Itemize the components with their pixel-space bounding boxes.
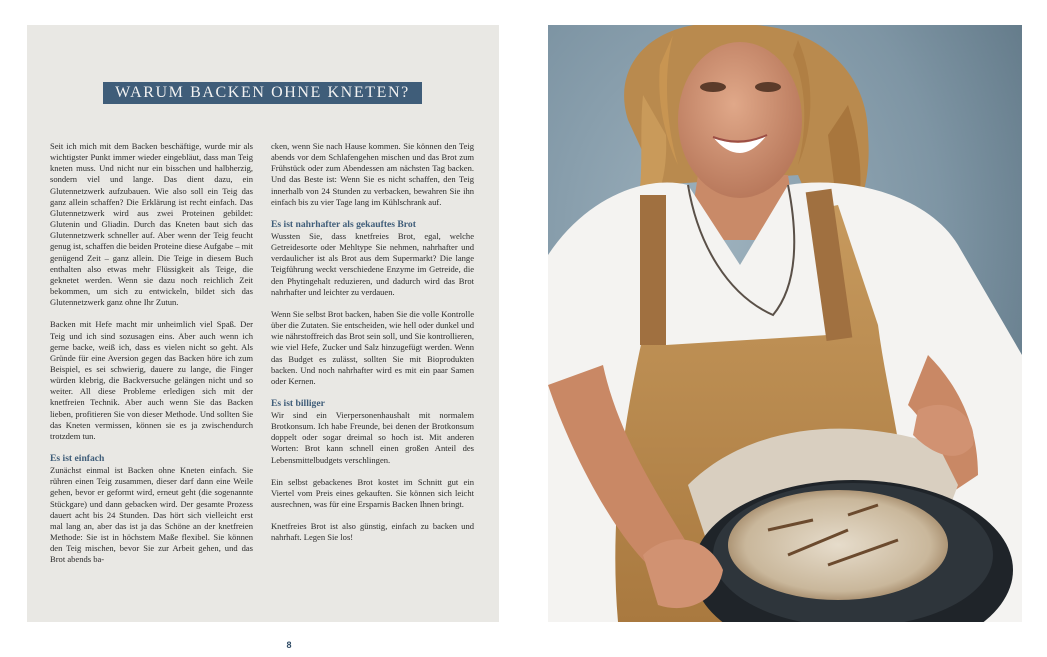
subheading-cheaper: Es ist billiger [271, 397, 325, 409]
paragraph: Ein selbst gebackenes Brot kostet im Schnitt gut ein Viertel vom Preis eines gekauften. Sie können sich leicht ausrechnen, was für eine Ersparnis Backen Ihnen bringt. [271, 476, 474, 510]
paragraph: Seit ich mich mit dem Backen beschäftige, wurde mir als wichtigster Punkt immer wieder eingebläut, dass man Teig kneten muss. Und nicht nur ein bisschen und halbherzig, sondern viel und lange. Das dient dazu, ein Glutennetzwerk aufzubauen. Wie also soll ein Teig das ganz allein schaffen? Die Erklärung ist recht einfach. Das Glutennetzwerk wird aus zwei Proteinen gebildet: Glutenin und Gliadin. Durch das Kneten baut sich das Glutennetzwerk schneller auf. Aber wenn der Teig feucht genug ist, schaffen die beiden Proteine diese Aufgabe – mit genügend Zeit – ganz allein. Die Teige in diesem Buch enthalten also etwas mehr Flüssigkeit als Teige, die geknetet werden. Wenn sie dazu noch reichlich Zeit bekommen, um sich zu entwickeln, bildet sich das Glutennetzwerk ganz ohne Ihr Zutun. [50, 141, 254, 308]
face [678, 42, 802, 198]
paragraph: Zunächst einmal ist Backen ohne Kneten einfach. Sie rühren einen Teig zusammen, dieser darf dann eine Weile gehen, bevor er geformt wird, erneut geht (die sogenannte Stückgare) und dann gebacken wird. Der gesamte Prozess dauert acht bis 24 Stunden. Das hört sich vielleicht erst mal lang an, aber das ist ja das Schöne an der knetfreien Methode: Sie ist in höchstem Maße flexibel. Sie können den Teig mischen, bevor Sie zur Arbeit gehen, und das Brot abends ba- [50, 465, 253, 565]
paragraph: cken, wenn Sie nach Hause kommen. Sie können den Teig abends vor dem Schlafengehen mischen und das Brot zum Frühstück oder zum Abendessen am nächsten Tag backen. Und das Beste ist: Wenn Sie es nicht schaffen, den Teig innerhalb von 24 Stunden zu verbacken, bewahren Sie ihn einfach bis zu vier Tage lang im Kühlschrank auf. [271, 141, 474, 207]
subheading-easy: Es ist einfach [50, 453, 105, 465]
paragraph: Backen mit Hefe macht mir unheimlich viel Spaß. Der Teig und ich sind sozusagen eins. Aber auch wenn ich gerne backe, weiß ich, dass es vielen nicht so geht. Als Gründe für eine Aversion gegen das Backen höre ich zum Beispiel, es sei schwierig, dauere zu lange, die Finger würden klebrig, die Backversuche gelängen nicht und so weiter. All diese Probleme erledigen sich mit der knetfreien Technik. Aber auch wenn Sie das Backen lieben, profitieren Sie von dieser Methode. Und sollten Sie das Kneten vermissen, können sie es ja zwischendurch trotzdem tun. [50, 319, 253, 441]
page-number-badge [279, 637, 299, 657]
page-number: 8 [286, 640, 292, 650]
paragraph: Wussten Sie, dass knetfreies Brot, egal, welche Getreidesorte oder Mehltype Sie nehmen, nahrhafter und verdaulicher ist als Brot aus dem Supermarkt? Die lange Teigführung weckt verschiedene Enzyme im Getreide, die den Phytingehalt reduzieren, und dadurch wird das Brot nahrhafter und leichter zu verdauen. [271, 230, 474, 297]
chapter-title: WARUM BACKEN OHNE KNETEN? [115, 84, 410, 101]
subheading-nutritious: Es ist nahrhafter als gekauftes Brot [271, 218, 416, 230]
photo-page [548, 25, 1022, 622]
paragraph: Wenn Sie selbst Brot backen, haben Sie die volle Kontrolle über die Zutaten. Sie entscheiden, wie hell oder dunkel und wie nährstoffreich das Brot sein soll, und Sie kontrollieren, wie viel Hefe, Zucker und Salz hinzugefügt werden. Wenn das Budget es zulässt, sollten Sie mit Bioprodukten backen. Und noch nahrhafter wird es mit ein paar Samen oder Kernen. [271, 308, 474, 386]
left-page [27, 25, 499, 650]
chapter-title-banner [103, 82, 422, 104]
baker-photo [548, 25, 1022, 622]
text-column-right [271, 141, 474, 544]
bread-loaf [728, 490, 948, 600]
paragraph: Wir sind ein Vierpersonenhaushalt mit normalem Brotkonsum. Ich habe Freunde, bei denen der Brotkonsum doppelt oder sogar dreimal so hoch ist. Mit anderen Worten: Brot kann schnell einen großen Anteil des Lebensmittelbudgets verschlingen. [271, 409, 474, 465]
text-column-left [50, 141, 253, 565]
paragraph: Knetfreies Brot ist also günstig, einfach zu backen und nahrhaft. Legen Sie los! [271, 521, 474, 543]
